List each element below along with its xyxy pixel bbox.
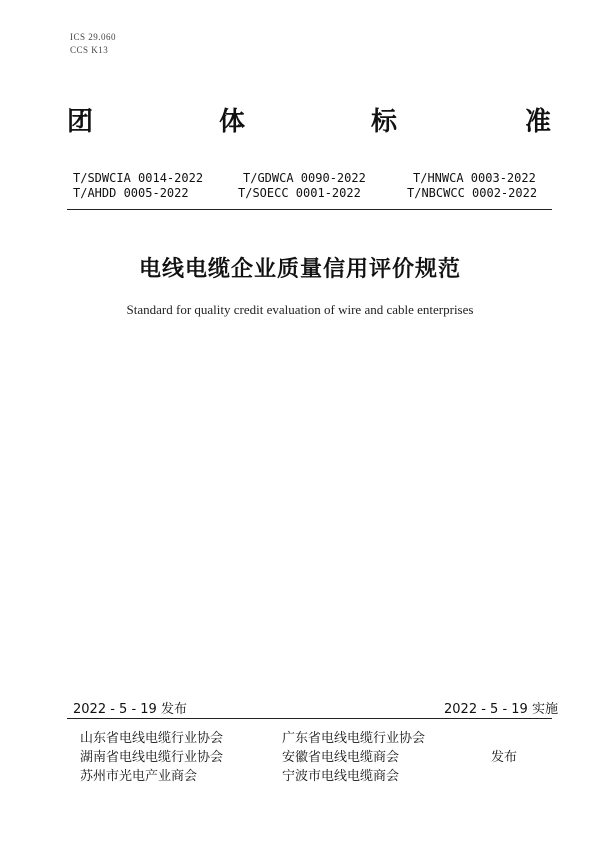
- top-divider: [67, 209, 552, 210]
- issue-label: 发布: [491, 750, 518, 765]
- standard-code: T/HNWCA 0003-2022: [413, 171, 536, 185]
- category-char-2: 体: [219, 107, 246, 137]
- implement-date: 2022 - 5 - 19 实施: [444, 702, 558, 717]
- category-char-3: 标: [371, 107, 398, 137]
- bottom-divider: [67, 718, 552, 719]
- publisher-org: 山东省电线电缆行业协会: [80, 731, 224, 746]
- standard-code: T/GDWCA 0090-2022: [243, 171, 366, 185]
- publisher-org: 广东省电线电缆行业协会: [282, 731, 426, 746]
- standard-code: T/SOECC 0001-2022: [238, 186, 361, 200]
- ics-code: ICS 29.060: [70, 32, 117, 42]
- publish-date: 2022 - 5 - 19 发布: [73, 702, 187, 717]
- document-title-en: Standard for quality credit evaluation of wire and cable enterprises: [126, 302, 474, 317]
- document-title-zh: 电线电缆企业质量信用评价规范: [138, 257, 461, 282]
- ccs-code: CCS K13: [70, 45, 109, 55]
- publisher-org: 湖南省电线电缆行业协会: [80, 750, 224, 765]
- publisher-org: 安徽省电线电缆商会: [282, 750, 400, 765]
- category-char-4: 准: [525, 107, 552, 137]
- standard-code: T/NBCWCC 0002-2022: [407, 186, 538, 200]
- category-char-1: 团: [67, 107, 94, 137]
- standard-code: T/SDWCIA 0014-2022: [73, 171, 204, 185]
- standard-code: T/AHDD 0005-2022: [73, 186, 189, 200]
- publisher-org: 苏州市光电产业商会: [80, 769, 198, 784]
- publisher-org: 宁波市电线电缆商会: [282, 769, 400, 784]
